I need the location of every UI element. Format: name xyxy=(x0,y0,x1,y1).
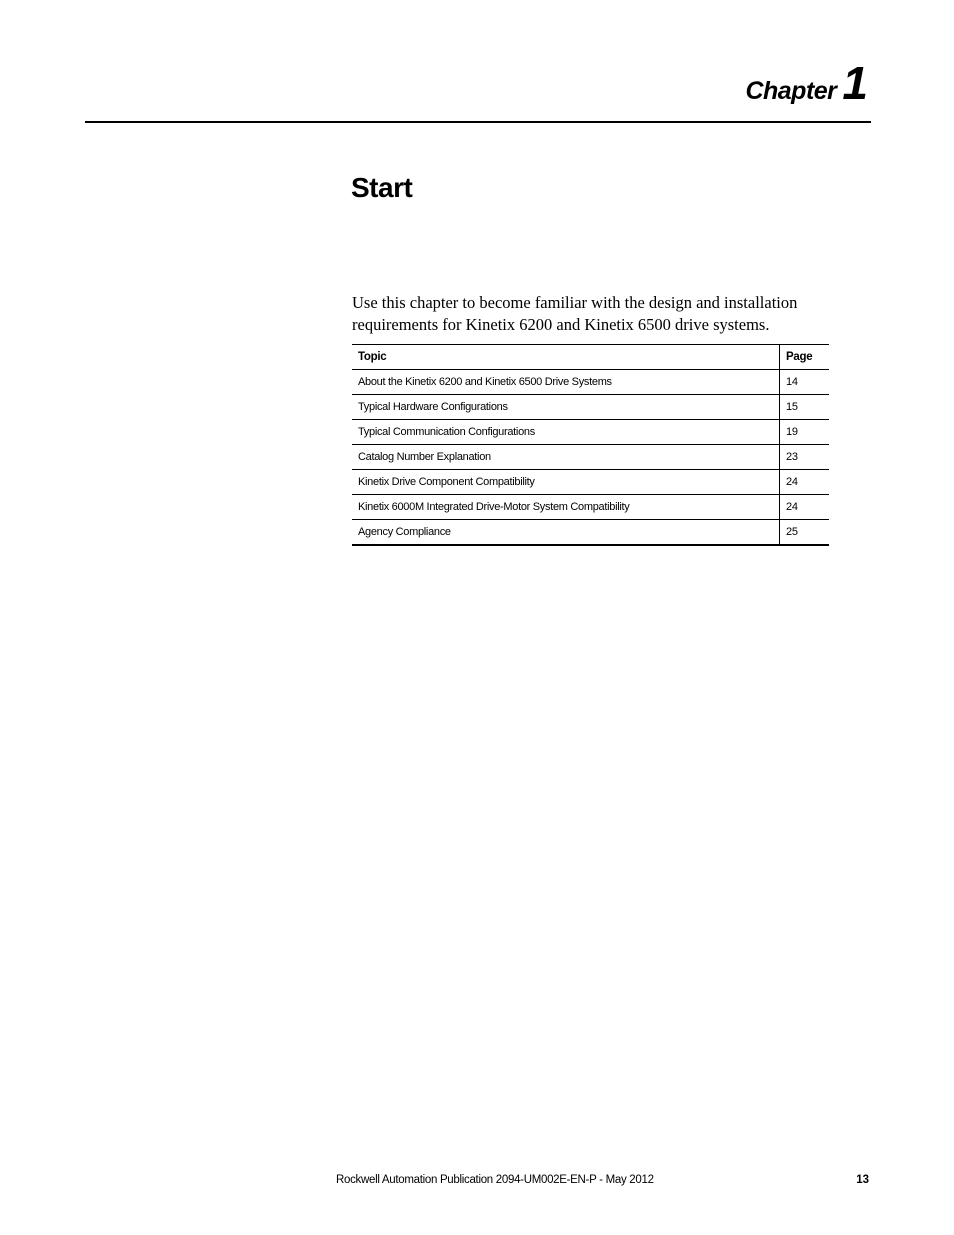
table-row xyxy=(352,445,829,470)
page-column-header: Page xyxy=(780,345,830,370)
page-cell[interactable]: 23 xyxy=(780,445,830,470)
table-header-row xyxy=(352,345,829,370)
chapter-number: 1 xyxy=(842,57,868,109)
topic-cell[interactable]: About the Kinetix 6200 and Kinetix 6500 Drive Systems xyxy=(352,370,780,395)
chapter-heading xyxy=(745,57,868,109)
page-cell[interactable]: 24 xyxy=(780,495,830,520)
page-cell[interactable]: 19 xyxy=(780,420,830,445)
page-title: Start xyxy=(351,172,413,203)
chapter-label: Chapter xyxy=(745,77,837,105)
footer-publication: Rockwell Automation Publication 2094-UM002E-EN-P - May 2012 xyxy=(336,1174,654,1186)
topic-cell[interactable]: Typical Communication Configurations xyxy=(352,420,780,445)
page-cell[interactable]: 25 xyxy=(780,520,830,546)
footer-page-number: 13 xyxy=(856,1174,869,1186)
table-row xyxy=(352,395,829,420)
topic-cell[interactable]: Catalog Number Explanation xyxy=(352,445,780,470)
topic-cell[interactable]: Agency Compliance xyxy=(352,520,780,546)
table-row xyxy=(352,520,829,546)
chapter-divider xyxy=(85,121,871,123)
topics-table xyxy=(352,344,829,546)
topic-cell[interactable]: Typical Hardware Configurations xyxy=(352,395,780,420)
table-row xyxy=(352,420,829,445)
intro-paragraph: Use this chapter to become familiar with the design and installation requirements for Kinetix 6200 and Kinetix 6500 drive systems. xyxy=(352,293,798,334)
table-row xyxy=(352,470,829,495)
table-row xyxy=(352,370,829,395)
topic-cell[interactable]: Kinetix Drive Component Compatibility xyxy=(352,470,780,495)
page-cell[interactable]: 15 xyxy=(780,395,830,420)
page-cell[interactable]: 14 xyxy=(780,370,830,395)
table-row xyxy=(352,495,829,520)
topic-cell[interactable]: Kinetix 6000M Integrated Drive-Motor System Compatibility xyxy=(352,495,780,520)
topic-column-header: Topic xyxy=(352,345,780,370)
page-cell[interactable]: 24 xyxy=(780,470,830,495)
